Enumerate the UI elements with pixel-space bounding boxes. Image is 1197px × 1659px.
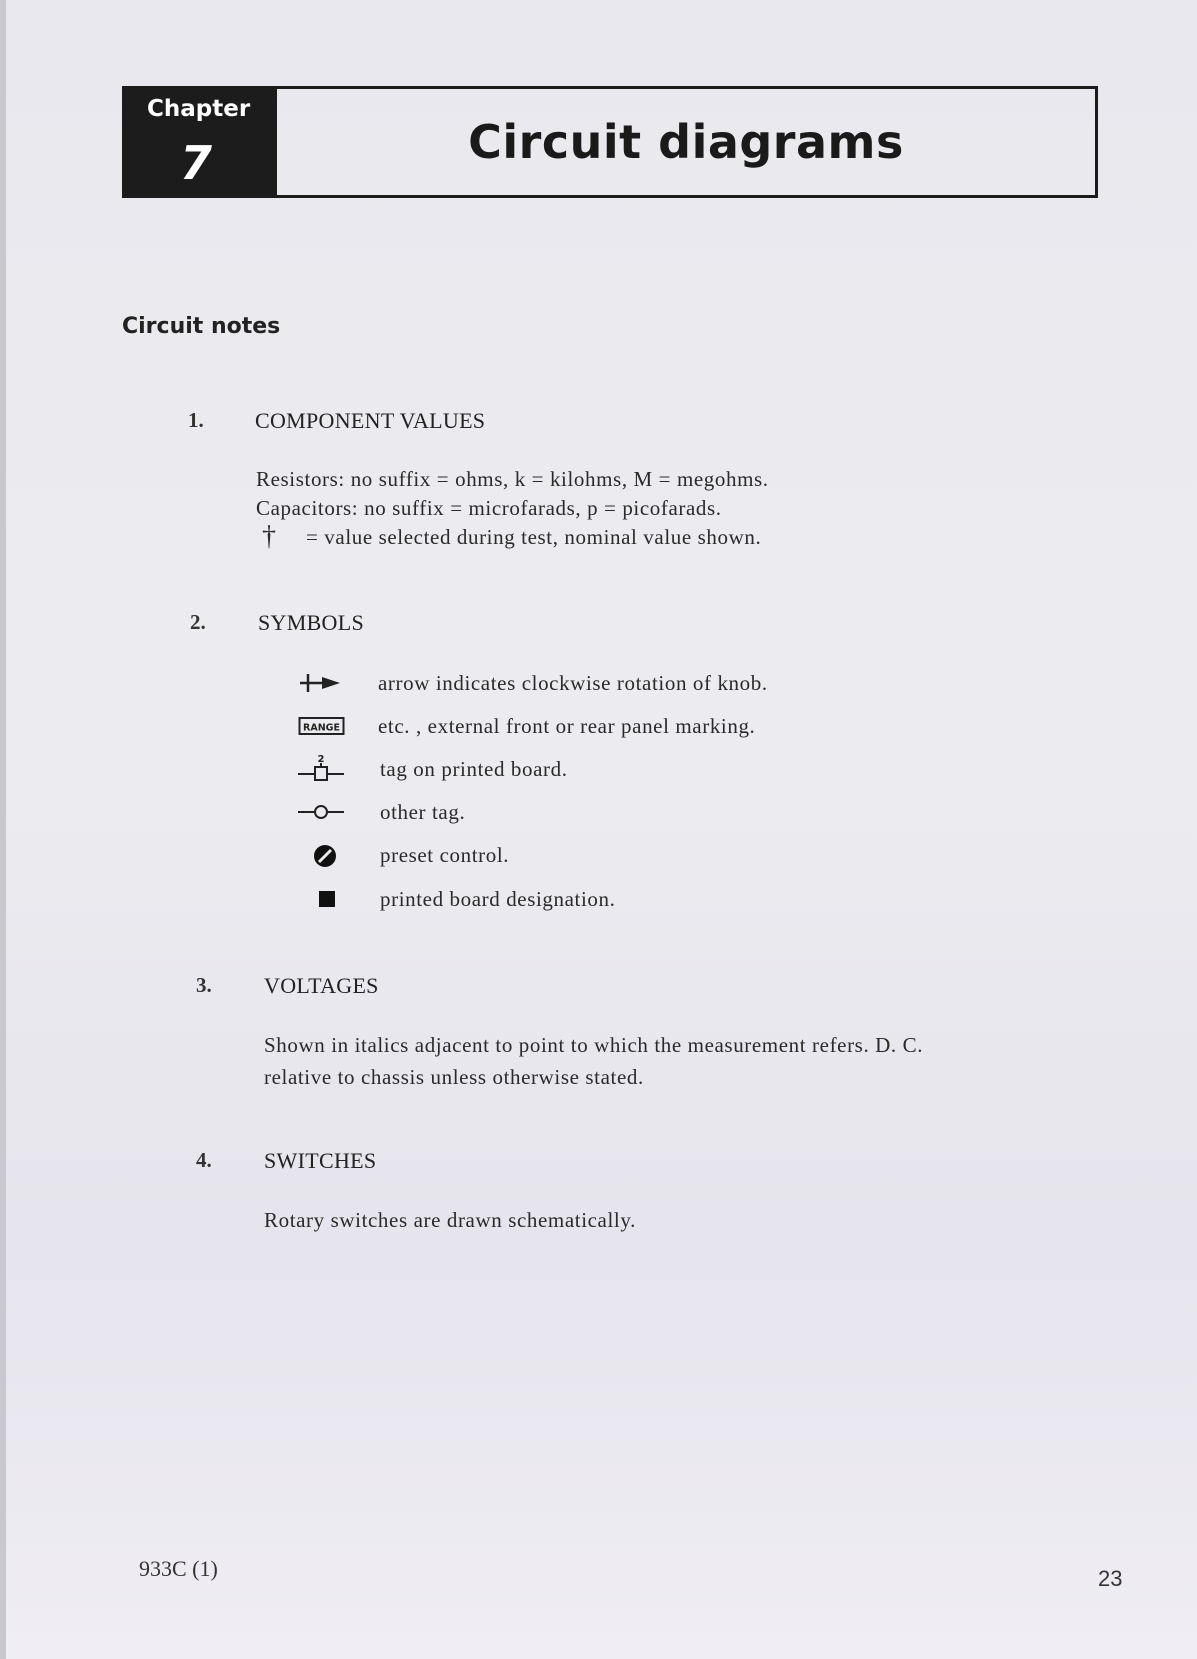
printed-board-tag-icon: [296, 752, 356, 782]
chapter-header: [122, 86, 1098, 198]
dagger-icon: †: [262, 521, 277, 552]
chapter-badge: [122, 86, 274, 198]
printed-board-designation-icon: [312, 885, 372, 915]
item-heading: VOLTAGES: [264, 973, 379, 998]
item-line: Capacitors: no suffix = microfarads, p = picofarads.: [256, 496, 722, 520]
item-number: 1.: [188, 408, 204, 432]
item-line: Shown in italics adjacent to point to which the measurement refers. D. C.: [264, 1033, 924, 1057]
range-label: RANGE: [303, 722, 340, 734]
item-number: 2.: [190, 610, 206, 634]
item-line: = value selected during test, nominal value shown.: [306, 525, 762, 549]
item-number: 3.: [196, 973, 212, 997]
item-line: Resistors: no suffix = ohms, k = kilohms, M = megohms.: [256, 467, 769, 491]
symbol-description: etc. , external front or rear panel marking.: [378, 714, 756, 738]
preset-control-icon: [310, 841, 370, 871]
tag-number: 2: [317, 754, 325, 765]
chapter-label: Chapter: [147, 96, 251, 122]
section-heading: Circuit notes: [122, 314, 281, 339]
symbol-description: preset control.: [380, 843, 510, 867]
symbol-description: printed board designation.: [380, 887, 616, 911]
document-code: 933C (1): [139, 1556, 218, 1581]
item-line: Rotary switches are drawn schematically.: [264, 1208, 636, 1232]
symbol-description: arrow indicates clockwise rotation of knob.: [378, 671, 768, 695]
item-heading: COMPONENT VALUES: [255, 408, 486, 433]
range-panel-marking-icon: [298, 712, 358, 742]
page-title: Circuit diagrams: [468, 115, 904, 169]
page-number: 23: [1098, 1566, 1123, 1591]
item-heading: SWITCHES: [264, 1148, 377, 1173]
item-number: 4.: [196, 1148, 212, 1172]
symbol-description: tag on printed board.: [380, 757, 568, 781]
item-line: relative to chassis unless otherwise stated.: [264, 1065, 644, 1089]
arrow-knob-icon: [296, 668, 356, 698]
item-heading: SYMBOLS: [258, 610, 365, 635]
title-box: [274, 86, 1098, 198]
other-tag-icon: [296, 797, 356, 827]
page-edge: [0, 0, 6, 1659]
symbol-description: other tag.: [380, 800, 466, 824]
chapter-number: 7: [180, 136, 213, 190]
